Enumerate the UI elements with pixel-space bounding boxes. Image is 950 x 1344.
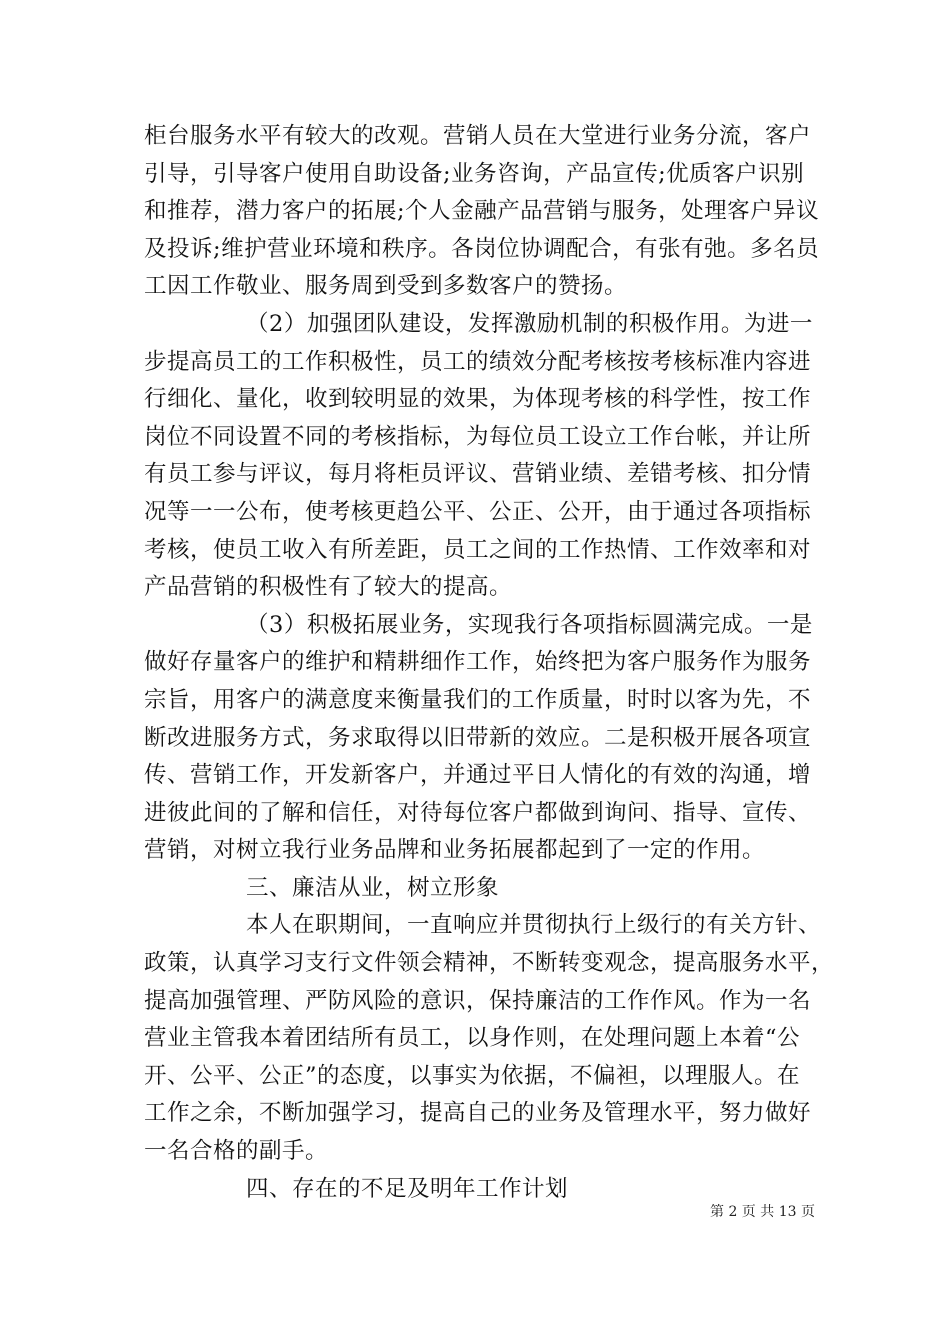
text-line: 做好存量客户的维护和精耕细作工作，始终把为客户服务作为服务 (144, 649, 812, 676)
text-line: 传、营销工作，开发新客户，并通过平日人情化的有效的沟通，增 (144, 762, 812, 789)
text-line: 断改进服务方式，务求取得以旧带新的效应。二是积极开展各项宣 (144, 724, 812, 751)
text-line: 工作之余，不断加强学习，提高自己的业务及管理水平，努力做好 (144, 1100, 812, 1127)
paragraph-start-line: （2）加强团队建设，发挥激励机制的积极作用。为进一 (246, 310, 813, 337)
text-line: 引导，引导客户使用自助设备;业务咨询，产品宣传;优质客户识别 (144, 160, 805, 187)
text-line: 和推荐，潜力客户的拓展;个人金融产品营销与服务，处理客户异议 (144, 198, 820, 225)
text-line: 进彼此间的了解和信任，对待每位客户都做到询问、指导、宣传、 (144, 799, 812, 826)
paragraph-start-line: 本人在职期间，一直响应并贯彻执行上级行的有关方针、 (246, 912, 822, 939)
text-line: 产品营销的积极性有了较大的提高。 (144, 574, 513, 601)
text-line: 提高加强管理、严防风险的意识，保持廉洁的工作作风。作为一名 (144, 987, 812, 1014)
text-line: 考核，使员工收入有所差距，员工之间的工作热情、工作效率和对 (144, 536, 812, 563)
text-line: 有员工参与评议，每月将柜员评议、营销业绩、差错考核、扣分情 (144, 461, 812, 488)
paragraph-start-line: （3）积极拓展业务，实现我行各项指标圆满完成。一是 (246, 611, 813, 638)
text-line: 开、公平、公正”的态度，以事实为依据，不偏袒，以理服人。在 (144, 1062, 801, 1089)
text-line: 一名合格的副手。 (144, 1138, 329, 1165)
page-number-footer: 第 2 页 共 13 页 (710, 1204, 815, 1220)
text-line: 营业主管我本着团结所有员工，以身作则，在处理问题上本着“公 (144, 1025, 801, 1052)
text-line: 政策，认真学习支行文件领会精神，不断转变观念，提高服务水平， (144, 950, 835, 977)
section-heading: 四、存在的不足及明年工作计划 (246, 1175, 569, 1202)
text-line: 行细化、量化，收到较明显的效果，为体现考核的科学性，按工作 (144, 386, 812, 413)
text-line: 柜台服务水平有较大的改观。营销人员在大堂进行业务分流，客户 (144, 123, 812, 149)
text-line: 营销，对树立我行业务品牌和业务拓展都起到了一定的作用。 (144, 837, 766, 864)
text-line: 况等一一公布，使考核更趋公平、公正、公开，由于通过各项指标 (144, 498, 812, 525)
text-line: 宗旨，用客户的满意度来衡量我们的工作质量，时时以客为先，不 (144, 686, 812, 713)
section-heading: 三、廉洁从业，树立形象 (246, 874, 500, 901)
text-line: 及投诉;维护营业环境和秩序。各岗位协调配合，有张有弛。多名员 (144, 235, 820, 262)
text-line: 工因工作敬业、服务周到受到多数客户的赞扬。 (144, 273, 628, 300)
body-text (144, 118, 835, 1208)
text-line: 步提高员工的工作积极性，员工的绩效分配考核按考核标准内容进 (144, 348, 812, 375)
text-line: 岗位不同设置不同的考核指标，为每位员工设立工作台帐，并让所 (144, 423, 812, 450)
